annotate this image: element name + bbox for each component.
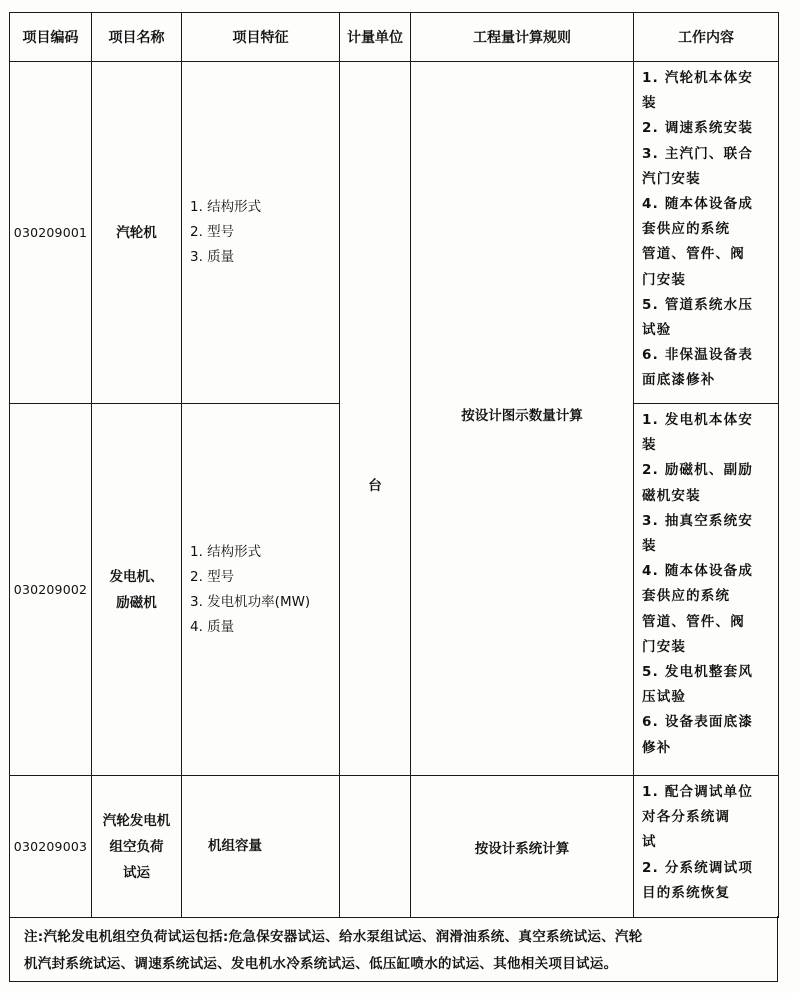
item-name (92, 776, 182, 918)
work-content (634, 404, 779, 776)
work-line: 对各分系统调 (642, 809, 731, 826)
header-work: 工作内容 (634, 13, 779, 62)
work-line: 4. 随本体设备成 (642, 563, 754, 580)
work-line: 管道、管件、阀 (642, 613, 745, 630)
feature-line: 1. 结构形式 (190, 199, 262, 215)
item-name (92, 62, 182, 404)
header-rule: 工程量计算规则 (411, 13, 634, 62)
name-line: 组空负荷 (109, 838, 164, 855)
header-features: 项目特征 (182, 13, 340, 62)
name-line: 励磁机 (116, 594, 157, 611)
table-row (10, 776, 779, 918)
work-line: 4. 随本体设备成 (642, 196, 754, 213)
work-line: 门安装 (642, 271, 687, 288)
spec-table (9, 12, 779, 918)
work-line: 试验 (642, 322, 672, 339)
item-code: 030209003 (10, 776, 92, 918)
work-line: 2. 调速系统安装 (642, 120, 754, 137)
item-features (182, 62, 340, 404)
table-note (9, 916, 778, 982)
work-line: 6. 非保温设备表 (642, 347, 754, 364)
table-row (10, 62, 779, 404)
work-line: 磁机安装 (642, 487, 701, 504)
unit-cell-empty (340, 776, 411, 918)
work-line: 压试验 (642, 689, 687, 706)
rule-cell: 按设计图示数量计算 (411, 62, 634, 776)
header-code: 项目编码 (10, 13, 92, 62)
name-line: 发电机、 (109, 568, 164, 585)
item-code: 030209001 (10, 62, 92, 404)
work-line: 3. 主汽门、联合 (642, 145, 754, 162)
name-line: 试运 (123, 864, 150, 881)
note-line: 机汽封系统试运、调速系统试运、发电机水冷系统试运、低压缸喷水的试运、其他相关项目试运。 (24, 956, 618, 972)
work-line: 1. 配合调试单位 (642, 784, 754, 800)
work-line: 1. 发电机本体安 (642, 412, 754, 428)
work-line: 套供应的系统 (642, 221, 731, 238)
item-features (182, 404, 340, 776)
feature-line: 3. 质量 (190, 249, 235, 265)
work-line: 目的系统恢复 (642, 884, 731, 901)
work-line: 管道、管件、阀 (642, 246, 745, 263)
unit-cell: 台 (340, 62, 411, 776)
item-code: 030209002 (10, 404, 92, 776)
rule-cell: 按设计系统计算 (411, 776, 634, 918)
name-line: 汽轮发电机 (102, 812, 171, 829)
header-name: 项目名称 (92, 13, 182, 62)
work-line: 2. 分系统调试项 (642, 859, 754, 876)
item-name (92, 404, 182, 776)
feature-line: 机组容量 (208, 838, 262, 854)
work-line: 面底漆修补 (642, 372, 716, 389)
work-line: 1. 汽轮机本体安 (642, 70, 754, 86)
work-line: 试 (642, 834, 657, 851)
header-unit: 计量单位 (340, 13, 411, 62)
work-line: 5. 管道系统水压 (642, 296, 754, 313)
work-line: 3. 抽真空系统安 (642, 512, 754, 529)
feature-line: 2. 型号 (190, 568, 235, 585)
work-line: 汽门安装 (642, 170, 701, 187)
work-content (634, 62, 779, 404)
feature-line: 3. 发电机功率(MW) (190, 593, 311, 610)
note-line: 注:汽轮发电机组空负荷试运包括:危急保安器试运、给水泵组试运、润滑油系统、真空系统试运、汽轮 (24, 929, 643, 945)
work-line: 5. 发电机整套风 (642, 664, 754, 681)
header-row (10, 13, 779, 62)
work-line: 修补 (642, 739, 672, 756)
work-line: 套供应的系统 (642, 588, 731, 605)
work-line: 装 (642, 538, 657, 555)
name-line: 汽轮机 (116, 224, 157, 241)
work-content (634, 776, 779, 918)
work-line: 门安装 (642, 638, 687, 655)
item-features (182, 776, 340, 918)
work-line: 6. 设备表面底漆 (642, 714, 754, 731)
feature-line: 4. 质量 (190, 618, 235, 635)
work-line: 装 (642, 95, 657, 112)
work-line: 2. 励磁机、副励 (642, 462, 754, 479)
feature-line: 2. 型号 (190, 224, 235, 240)
work-line: 装 (642, 437, 657, 454)
feature-line: 1. 结构形式 (190, 543, 262, 560)
